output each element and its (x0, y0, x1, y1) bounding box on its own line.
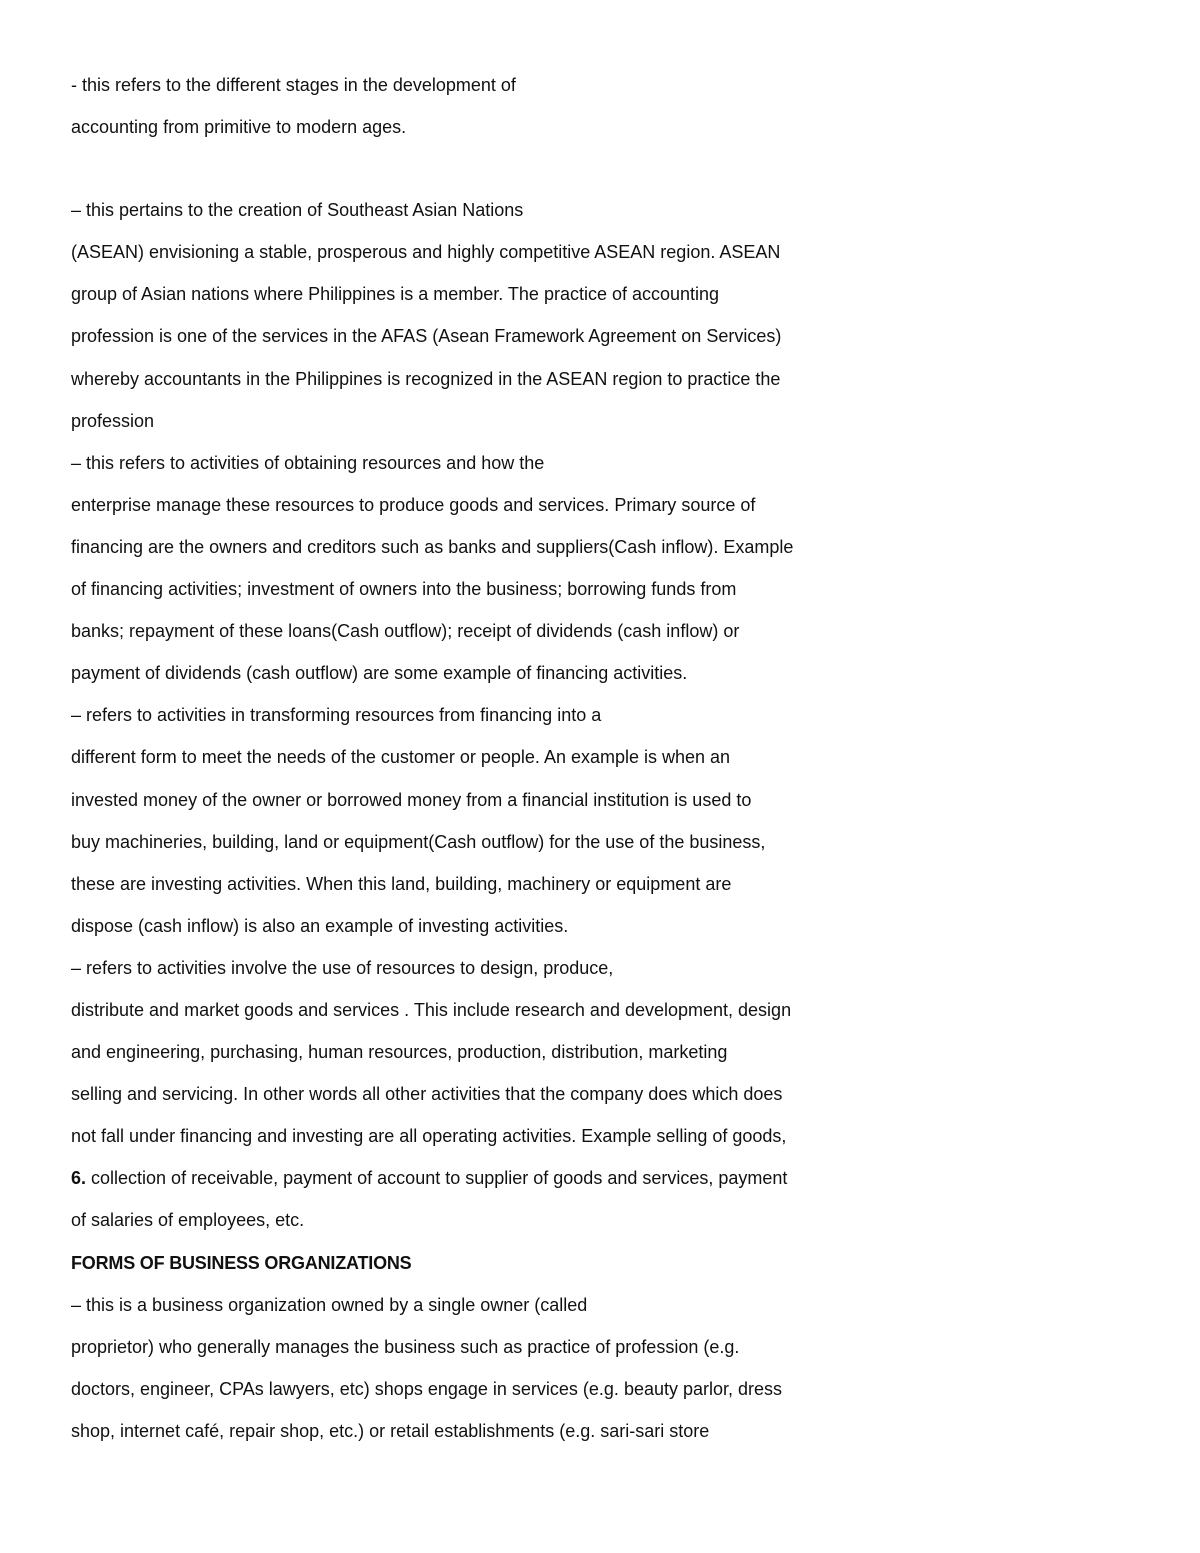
text-line: buy machineries, building, land or equipment(Cash outflow) for the use of the business, (71, 831, 766, 852)
numbered-line (71, 1164, 951, 1206)
numbered-line-text: collection of receivable, payment of account to supplier of goods and services, payment (86, 1168, 788, 1189)
text-line: of salaries of employees, etc. (71, 1210, 305, 1231)
list-number: 6. (71, 1168, 87, 1189)
text-line: dispose (cash inflow) is also an example of investing activities. (71, 915, 569, 936)
text-line: (ASEAN) envisioning a stable, prosperous and highly competitive ASEAN region. ASEAN (71, 242, 781, 263)
text-line: different form to meet the needs of the customer or people. An example is when an (71, 747, 731, 768)
text-line: – this pertains to the creation of Southeast Asian Nations (71, 200, 524, 221)
text-line: profession (71, 410, 155, 431)
text-line: distribute and market goods and services . This include research and development, design (71, 999, 792, 1020)
text-line: - this refers to the different stages in the development of (71, 75, 516, 95)
text-line: proprietor) who generally manages the business such as practice of profession (e.g. (71, 1336, 740, 1357)
text-line: – this is a business organization owned by a single owner (called (71, 1294, 588, 1315)
text-line: these are investing activities. When this land, building, machinery or equipment are (71, 873, 732, 894)
text-line: selling and servicing. In other words all other activities that the company does which does (71, 1084, 783, 1105)
text-line: and engineering, purchasing, human resources, production, distribution, marketing (71, 1042, 728, 1063)
text-line: invested money of the owner or borrowed money from a financial institution is used to (71, 789, 752, 810)
text-line: payment of dividends (cash outflow) are some example of financing activities. (71, 663, 688, 684)
text-line: doctors, engineer, CPAs lawyers, etc) shops engage in services (e.g. beauty parlor, dress (71, 1378, 783, 1399)
text-line: group of Asian nations where Philippines is a member. The practice of accounting (71, 284, 720, 305)
text-line: shop, internet café, repair shop, etc.) or retail establishments (e.g. sari-sari store (71, 1420, 710, 1441)
text-line: not fall under financing and investing are all operating activities. Example selling of goods, (71, 1126, 787, 1147)
blank-line (71, 155, 951, 196)
document-body (71, 71, 951, 1459)
text-line: of financing activities; investment of owners into the business; borrowing funds from (71, 579, 737, 600)
text-line: – refers to activities in transforming resources from financing into a (71, 705, 602, 726)
text-line: accounting from primitive to modern ages. (71, 117, 407, 138)
text-line: profession is one of the services in the AFAS (Asean Framework Agreement on Services) (71, 326, 782, 347)
text-line: enterprise manage these resources to produce goods and services. Primary source of (71, 494, 756, 515)
text-line: – refers to activities involve the use of resources to design, produce, (71, 957, 614, 978)
text-line: banks; repayment of these loans(Cash outflow); receipt of dividends (cash inflow) or (71, 621, 740, 642)
text-line: whereby accountants in the Philippines is recognized in the ASEAN region to practice the (71, 368, 781, 389)
text-line: financing are the owners and creditors such as banks and suppliers(Cash inflow). Example (71, 536, 794, 557)
text-line: – this refers to activities of obtaining resources and how the (71, 452, 545, 473)
section-heading: FORMS OF BUSINESS ORGANIZATIONS (71, 1252, 412, 1273)
